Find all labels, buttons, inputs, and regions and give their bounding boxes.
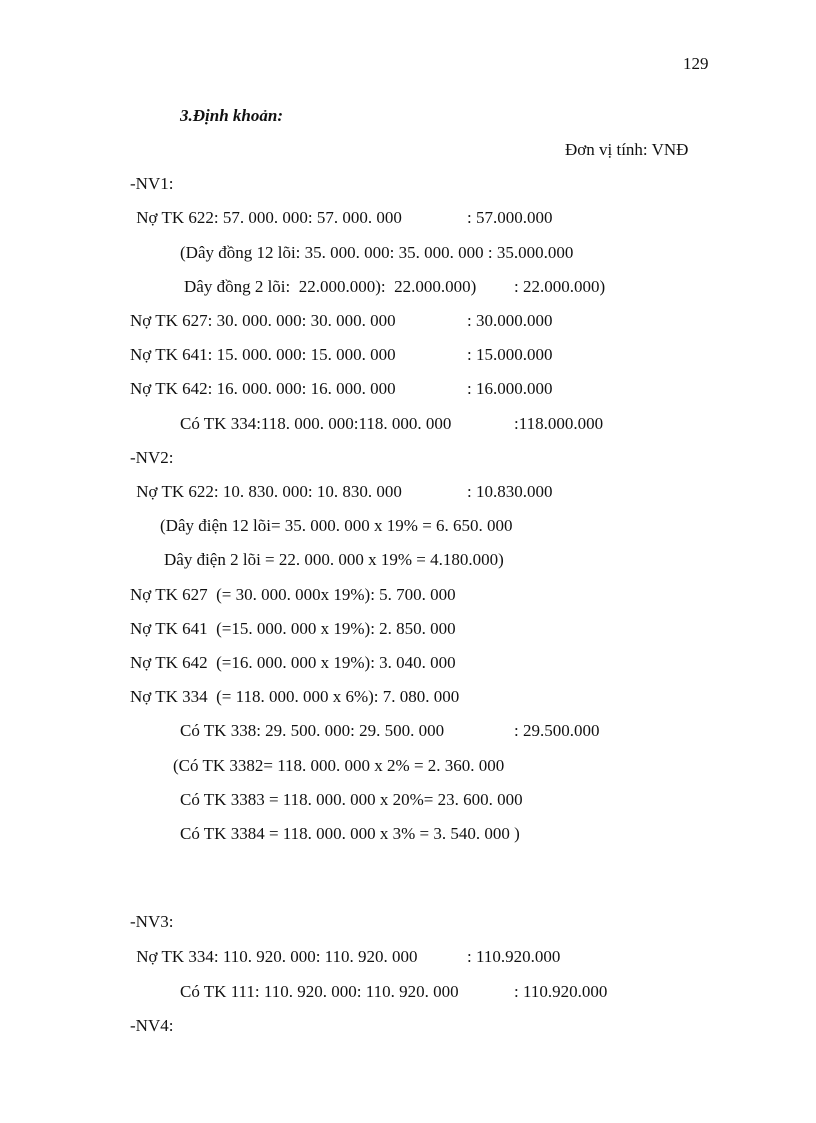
nv1-debit-627: Nợ TK 627: 30. 000. 000: 30. 000. 000 bbox=[130, 311, 396, 330]
nv1-debit-641-total: : 15.000.000 bbox=[467, 345, 553, 364]
nv1-debit-622-total: : 57.000.000 bbox=[467, 208, 553, 227]
page-number: 129 bbox=[683, 54, 709, 73]
nv3-debit-334-total: : 110.920.000 bbox=[467, 947, 561, 966]
nv2-detail-12-core: (Dây điện 12 lõi= 35. 000. 000 x 19% = 6. 650. 000 bbox=[160, 516, 513, 535]
unit-label: Đơn vị tính: VNĐ bbox=[565, 140, 689, 159]
nv1-detail-2-core-total: : 22.000.000) bbox=[514, 277, 606, 296]
nv1-credit-334-total: :118.000.000 bbox=[514, 414, 604, 433]
nv2-debit-622: Nợ TK 622: 10. 830. 000: 10. 830. 000 bbox=[132, 482, 402, 501]
nv3-credit-111: Có TK 111: 110. 920. 000: 110. 920. 000 bbox=[180, 982, 459, 1001]
nv2-debit-627: Nợ TK 627 (= 30. 000. 000x 19%): 5. 700. 000 bbox=[130, 585, 456, 604]
nv2-credit-338-total: : 29.500.000 bbox=[514, 721, 600, 740]
section-title: 3.Định khoản: bbox=[180, 106, 283, 125]
nv2-heading: -NV2: bbox=[130, 448, 174, 467]
nv2-debit-642: Nợ TK 642 (=16. 000. 000 x 19%): 3. 040. 000 bbox=[130, 653, 456, 672]
nv2-debit-641: Nợ TK 641 (=15. 000. 000 x 19%): 2. 850. 000 bbox=[130, 619, 456, 638]
nv4-heading: -NV4: bbox=[130, 1016, 174, 1035]
nv1-debit-641: Nợ TK 641: 15. 000. 000: 15. 000. 000 bbox=[130, 345, 396, 364]
nv1-detail-12-core: (Dây đồng 12 lõi: 35. 000. 000: 35. 000. 000 : 35.000.000 bbox=[180, 243, 574, 262]
nv1-detail-2-core: Dây đồng 2 lõi: 22.000.000): 22.000.000) bbox=[184, 277, 477, 296]
nv1-heading: -NV1: bbox=[130, 174, 174, 193]
nv2-debit-622-total: : 10.830.000 bbox=[467, 482, 553, 501]
nv2-detail-2-core: Dây điện 2 lõi = 22. 000. 000 x 19% = 4.180.000) bbox=[164, 550, 504, 569]
nv1-credit-334: Có TK 334:118. 000. 000:118. 000. 000 bbox=[180, 414, 452, 433]
nv1-debit-622: Nợ TK 622: 57. 000. 000: 57. 000. 000 bbox=[132, 208, 402, 227]
nv1-debit-642-total: : 16.000.000 bbox=[467, 379, 553, 398]
nv3-credit-111-total: : 110.920.000 bbox=[514, 982, 608, 1001]
nv3-debit-334: Nợ TK 334: 110. 920. 000: 110. 920. 000 bbox=[132, 947, 418, 966]
nv2-credit-3382: (Có TK 3382= 118. 000. 000 x 2% = 2. 360. 000 bbox=[173, 756, 505, 775]
nv3-heading: -NV3: bbox=[130, 912, 174, 931]
nv2-credit-3383: Có TK 3383 = 118. 000. 000 x 20%= 23. 600. 000 bbox=[180, 790, 523, 809]
nv2-credit-338: Có TK 338: 29. 500. 000: 29. 500. 000 bbox=[180, 721, 445, 740]
nv1-debit-627-total: : 30.000.000 bbox=[467, 311, 553, 330]
nv2-credit-3384: Có TK 3384 = 118. 000. 000 x 3% = 3. 540. 000 ) bbox=[180, 824, 520, 843]
nv1-debit-642: Nợ TK 642: 16. 000. 000: 16. 000. 000 bbox=[130, 379, 396, 398]
nv2-debit-334: Nợ TK 334 (= 118. 000. 000 x 6%): 7. 080. 000 bbox=[130, 687, 460, 706]
